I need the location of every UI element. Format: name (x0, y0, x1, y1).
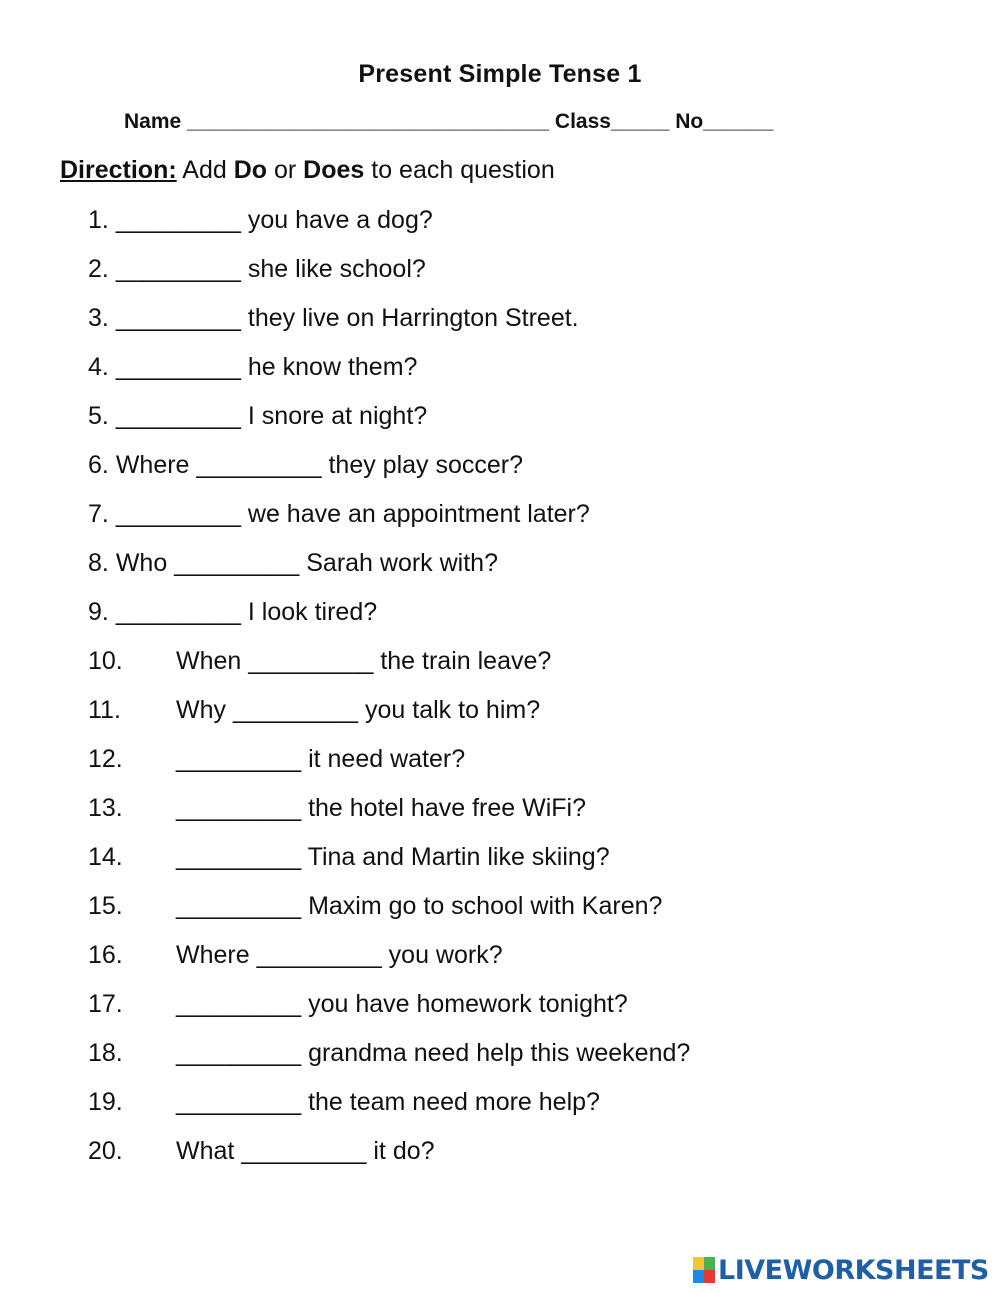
question-text: _________ we have an appointment later? (115, 500, 590, 528)
question-number: 16. (88, 941, 123, 969)
direction-line (60, 156, 555, 185)
logo-blocks-icon (693, 1257, 715, 1283)
direction-do: Do (233, 156, 268, 184)
question-number: 18. (88, 1039, 123, 1067)
question-number: 11. (88, 696, 121, 724)
direction-label: Direction: (60, 156, 177, 184)
question-text: Where _________ they play soccer? (115, 451, 524, 479)
question-item (88, 399, 427, 433)
question-item (88, 203, 433, 237)
question-item (88, 840, 610, 874)
direction-text-2: or (273, 156, 297, 184)
question-number: 5. (88, 402, 109, 430)
question-text: _________ it need water? (176, 745, 466, 773)
question-text: _________ they live on Harrington Street. (115, 304, 579, 332)
question-item (88, 546, 498, 580)
question-item (88, 350, 417, 384)
question-text: _________ you have homework tonight? (176, 990, 628, 1018)
question-item (88, 1085, 600, 1119)
question-item (88, 301, 579, 335)
question-text: _________ grandma need help this weekend? (176, 1039, 691, 1067)
question-number: 7. (88, 500, 109, 528)
question-text: _________ the hotel have free WiFi? (176, 794, 586, 822)
question-number: 14. (88, 843, 123, 871)
question-number: 8. (88, 549, 109, 577)
question-text: _________ the team need more help? (176, 1088, 600, 1116)
question-number: 9. (88, 598, 109, 626)
question-item (88, 448, 523, 482)
direction-does: Does (303, 156, 365, 184)
question-text: _________ I look tired? (115, 598, 378, 626)
question-text: _________ he know them? (115, 353, 418, 381)
question-item (88, 987, 628, 1021)
question-text: Why _________ you talk to him? (176, 696, 541, 724)
question-text: _________ she like school? (115, 255, 426, 283)
question-item (88, 889, 662, 923)
question-text: Who _________ Sarah work with? (115, 549, 498, 577)
question-text: _________ you have a dog? (115, 206, 433, 234)
question-text: _________ I snore at night? (115, 402, 428, 430)
question-number: 3. (88, 304, 109, 332)
question-number: 13. (88, 794, 123, 822)
question-text: When _________ the train leave? (176, 647, 552, 675)
direction-text-3: to each question (371, 156, 555, 184)
question-item (88, 693, 540, 727)
question-number: 12. (88, 745, 123, 773)
question-item (88, 742, 465, 776)
question-item (88, 1036, 690, 1070)
question-text: What _________ it do? (176, 1137, 435, 1165)
question-text: _________ Maxim go to school with Karen? (176, 892, 663, 920)
logo-text: LIVEWORKSHEETS (718, 1254, 989, 1286)
question-number: 19. (88, 1088, 123, 1116)
question-item (88, 938, 503, 972)
question-text: Where _________ you work? (176, 941, 503, 969)
direction-text-1: Add (182, 156, 227, 184)
question-number: 17. (88, 990, 123, 1018)
question-number: 4. (88, 353, 109, 381)
question-text: _________ Tina and Martin like skiing? (176, 843, 610, 871)
question-item (88, 1134, 435, 1168)
worksheet-title: Present Simple Tense 1 (358, 60, 642, 88)
name-class-number-line: Name _______________________________ Class_____ No______ (124, 110, 774, 133)
question-item (88, 791, 586, 825)
liveworksheets-logo (693, 1255, 989, 1285)
question-number: 10. (88, 647, 123, 675)
question-item (88, 497, 590, 531)
question-number: 2. (88, 255, 109, 283)
question-number: 6. (88, 451, 109, 479)
question-item (88, 595, 377, 629)
question-item (88, 644, 551, 678)
question-number: 20. (88, 1137, 123, 1165)
question-number: 1. (88, 206, 109, 234)
question-number: 15. (88, 892, 123, 920)
question-item (88, 252, 426, 286)
